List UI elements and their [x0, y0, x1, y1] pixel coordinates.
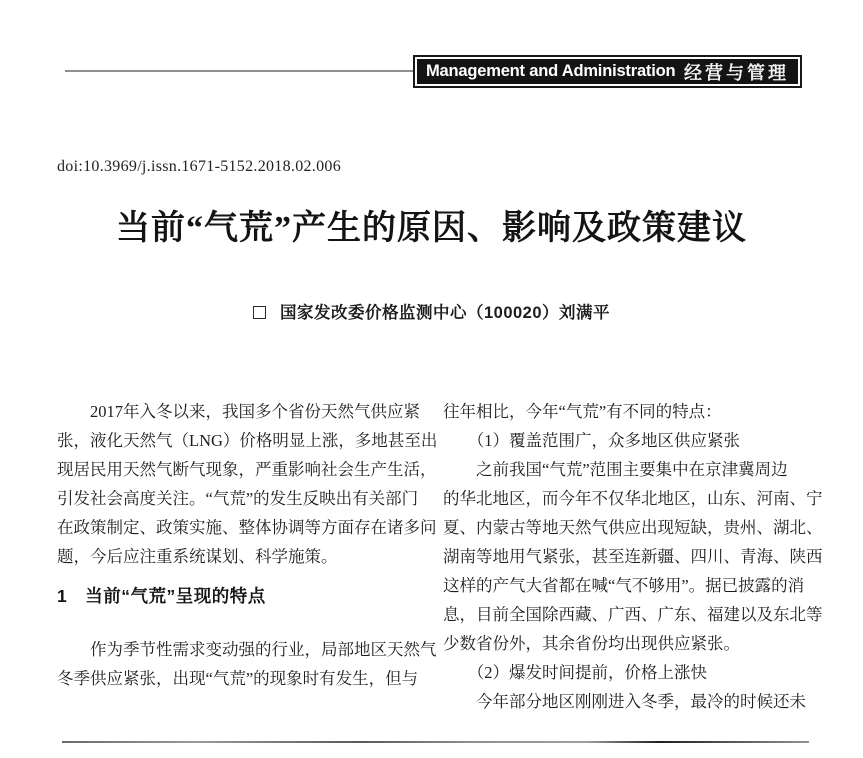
text-line: 现居民用天然气断气现象，严重影响社会生产生活， — [57, 460, 437, 479]
text-line: 息，目前全国除西藏、广西、广东、福建以及东北等 — [443, 605, 823, 624]
text-line: 往年相比，今年“气荒”有不同的特点： — [443, 402, 722, 421]
text-line: 作为季节性需求变动强的行业，局部地区天然气 — [57, 640, 437, 659]
header-rule — [65, 70, 414, 72]
text-line: 冬季供应紧张，出现“气荒”的现象时有发生，但与 — [57, 669, 419, 688]
left-column — [57, 397, 436, 716]
text-line: 夏、内蒙古等地天然气供应出现短缺，贵州、湖北、 — [443, 518, 823, 537]
doi-line: doi:10.3969/j.issn.1671-5152.2018.02.006 — [57, 158, 342, 175]
section-heading: 1 当前“气荒”呈现的特点 — [57, 586, 266, 606]
section-banner-inner — [417, 59, 798, 84]
text-line: 湖南等地用气紧张，甚至连新疆、四川、青海、陕西 — [443, 547, 823, 566]
text-line: 之前我国“气荒”范围主要集中在京津冀周边 — [443, 460, 788, 479]
text-line: 引发社会高度关注。“气荒”的发生反映出有关部门 — [57, 489, 419, 508]
article-title: 当前“气荒”产生的原因、影响及政策建议 — [116, 210, 747, 247]
text-line: 在政策制定、政策实施、整体协调等方面存在诸多问 — [57, 518, 437, 537]
text-line: 今年部分地区刚刚进入冬季，最冷的时候还未 — [443, 692, 806, 711]
author-affiliation: 国家发改委价格监测中心（100020）刘满平 — [279, 304, 611, 322]
text-line: 这样的产气大省都在喊“气不够用”。据已披露的消 — [443, 576, 805, 595]
right-column-text — [443, 397, 822, 716]
paragraph-2 — [57, 635, 436, 693]
text-line: （2）爆发时间提前，价格上涨快 — [443, 663, 707, 682]
text-line: 少数省份外，其余省份均出现供应紧张。 — [443, 634, 740, 653]
text-line: 2017年入冬以来，我国多个省份天然气供应紧 — [57, 402, 420, 421]
text-line: 题，今后应注重系统谋划、科学施策。 — [57, 547, 338, 566]
text-line: 张，液化天然气（LNG）价格明显上涨，多地甚至出 — [57, 431, 438, 450]
paragraph-1 — [57, 397, 436, 571]
bottom-rule — [62, 741, 809, 743]
right-column — [443, 397, 822, 716]
author-line — [0, 299, 863, 323]
article-body — [57, 397, 822, 716]
white-square-icon — [253, 306, 266, 319]
section-banner — [413, 55, 802, 88]
banner-title-english: Management and Administration — [426, 62, 676, 80]
text-line: 的华北地区，而今年不仅华北地区，山东、河南、宁 — [443, 489, 823, 508]
text-line: （1）覆盖范围广，众多地区供应紧张 — [443, 431, 740, 450]
banner-title-chinese: 经营与管理 — [684, 62, 789, 83]
